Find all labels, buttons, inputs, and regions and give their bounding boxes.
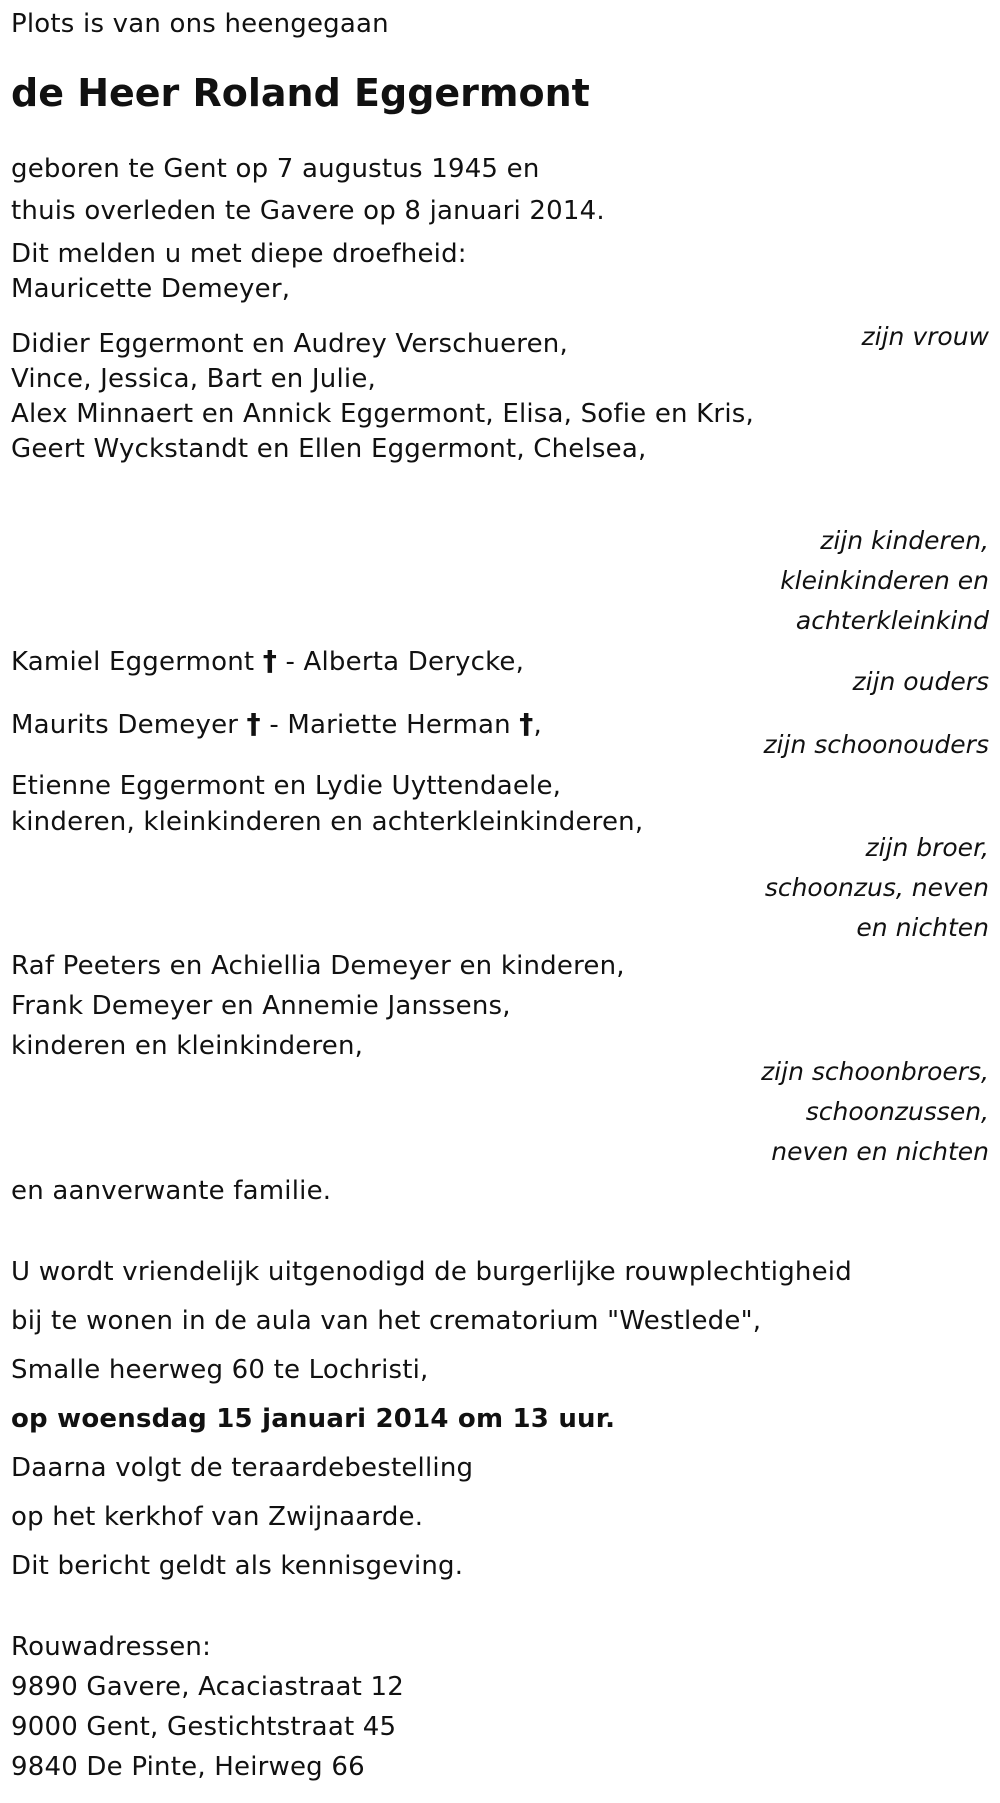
siblings-in-law-line: kinderen en kleinkinderen, bbox=[11, 1031, 364, 1061]
mother-in-law-name: - Mariette Herman bbox=[260, 710, 511, 740]
spouse-relation bbox=[862, 317, 989, 357]
ceremony-line: bij te wonen in de aula van het crematorium "Westlede", bbox=[11, 1306, 762, 1336]
punctuation: , bbox=[533, 710, 542, 740]
father-in-law-name: Maurits Demeyer bbox=[11, 710, 239, 740]
family-text: en aanverwante familie. bbox=[11, 1176, 332, 1206]
parents-relation bbox=[853, 662, 990, 702]
notice-text: Dit bericht geldt als kennisgeving. bbox=[11, 1551, 464, 1581]
children-relation bbox=[780, 521, 989, 641]
relation-line: zijn broer, bbox=[865, 833, 989, 862]
intro-text: Plots is van ons heengegaan bbox=[11, 9, 389, 39]
relation-line: achterkleinkind bbox=[795, 606, 989, 635]
siblings-relation bbox=[765, 828, 989, 948]
deceased-cross-icon: † bbox=[246, 707, 261, 740]
relation-line: en nichten bbox=[856, 913, 989, 942]
birth-text: geboren te Gent op 7 augustus 1945 en bbox=[11, 154, 540, 184]
deceased-name: de Heer Roland Eggermont bbox=[11, 71, 590, 115]
address-line: 9890 Gavere, Acaciastraat 12 bbox=[11, 1672, 404, 1702]
siblings-in-law-line: Raf Peeters en Achiellia Demeyer en kinderen, bbox=[11, 951, 625, 981]
ceremony-line: U wordt vriendelijk uitgenodigd de burgerlijke rouwplechtigheid bbox=[11, 1257, 852, 1287]
ceremony-line: Daarna volgt de teraardebestelling bbox=[11, 1453, 474, 1483]
deceased-cross-icon: † bbox=[519, 707, 534, 740]
announce-text: Dit melden u met diepe droefheid: bbox=[11, 239, 467, 269]
death-text: thuis overleden te Gavere op 8 januari 2014. bbox=[11, 196, 605, 226]
ceremony-datetime: op woensdag 15 januari 2014 om 13 uur. bbox=[11, 1404, 616, 1434]
children-line: Vince, Jessica, Bart en Julie, bbox=[11, 364, 376, 394]
relation-line: zijn ouders bbox=[852, 667, 989, 696]
siblings-in-law-line: Frank Demeyer en Annemie Janssens, bbox=[11, 991, 511, 1021]
relation-line: zijn vrouw bbox=[861, 322, 989, 351]
children-line: Alex Minnaert en Annick Eggermont, Elisa, Sofie en Kris, bbox=[11, 399, 754, 429]
parents-line bbox=[11, 645, 524, 678]
children-line: Didier Eggermont en Audrey Verschueren, bbox=[11, 329, 568, 359]
ceremony-line: Smalle heerweg 60 te Lochristi, bbox=[11, 1355, 429, 1385]
relation-line: zijn kinderen, bbox=[820, 526, 989, 555]
siblings-line: kinderen, kleinkinderen en achterkleinkinderen, bbox=[11, 807, 644, 837]
parents-in-law-relation bbox=[763, 725, 989, 765]
relation-line: zijn schoonouders bbox=[763, 730, 989, 759]
siblings-in-law-relation bbox=[761, 1052, 989, 1172]
relation-line: schoonzus, neven bbox=[764, 873, 989, 902]
siblings-line: Etienne Eggermont en Lydie Uyttendaele, bbox=[11, 771, 562, 801]
ceremony-line: op het kerkhof van Zwijnaarde. bbox=[11, 1502, 424, 1532]
relation-line: zijn schoonbroers, bbox=[761, 1057, 989, 1086]
address-line: 9000 Gent, Gestichtstraat 45 bbox=[11, 1712, 397, 1742]
children-line: Geert Wyckstandt en Ellen Eggermont, Chelsea, bbox=[11, 434, 647, 464]
deceased-cross-icon: † bbox=[262, 644, 278, 677]
address-line: 9840 De Pinte, Heirweg 66 bbox=[11, 1752, 365, 1782]
father-name: Kamiel Eggermont bbox=[11, 647, 255, 677]
relation-line: schoonzussen, bbox=[805, 1097, 989, 1126]
mother-name: - Alberta Derycke, bbox=[277, 647, 525, 677]
spouse-name: Mauricette Demeyer, bbox=[11, 274, 291, 304]
relation-line: kleinkinderen en bbox=[780, 566, 989, 595]
addresses-heading: Rouwadressen: bbox=[11, 1632, 212, 1662]
parents-in-law-line bbox=[11, 708, 542, 741]
relation-line: neven en nichten bbox=[771, 1137, 989, 1166]
